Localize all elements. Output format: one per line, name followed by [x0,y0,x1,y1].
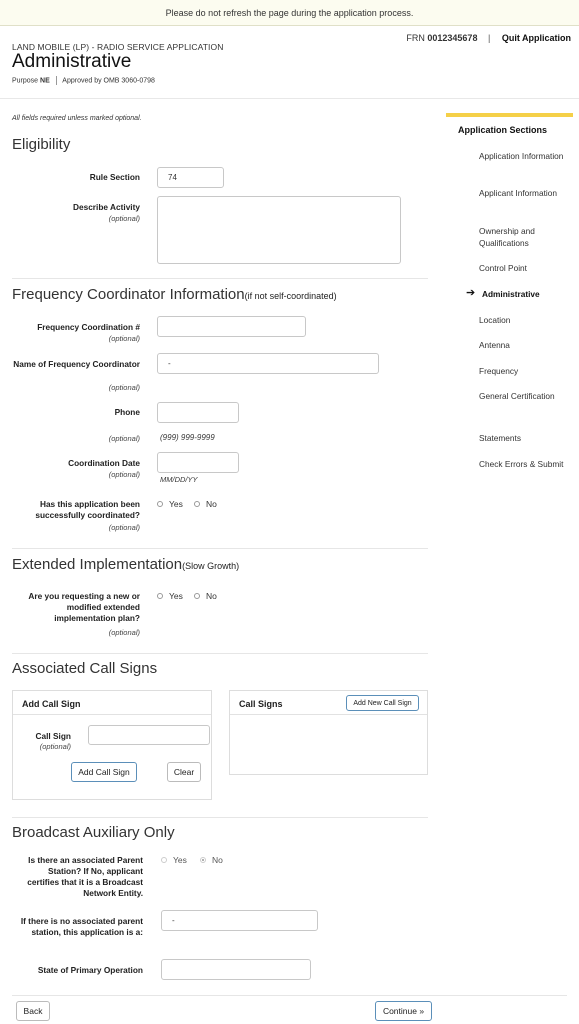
parent-no-radio[interactable] [200,855,223,865]
coordination-date-optional: (optional) [108,470,140,479]
sidebar-item-location[interactable]: Location [479,315,511,325]
extended-yes-radio[interactable] [157,591,183,601]
sidebar-item-check-errors[interactable]: Check Errors & Submit [479,459,564,469]
phone-format-hint: (999) 999-9999 [160,433,215,442]
sidebar-item-applicant-information[interactable]: Applicant Information [479,188,557,198]
coordinated-optional: (optional) [108,523,140,532]
sidebar-item-control-point[interactable]: Control Point [479,263,527,273]
no-parent-label: If there is no associated parent station, this application is a: [20,916,143,937]
sidebar-item-administrative[interactable]: Administrative [482,289,540,299]
call-sign-optional: (optional) [39,742,71,751]
sidebar-item-antenna[interactable]: Antenna [479,340,510,350]
footer-divider [12,995,567,996]
coordination-number-input[interactable] [157,316,306,337]
radio-circle [157,593,163,599]
extended-note: (Slow Growth) [182,561,240,571]
date-format-hint: MM/DD/YY [160,475,198,484]
clear-button[interactable]: Clear [167,762,201,782]
coordinated-yes-radio[interactable] [157,499,183,509]
frn-label: FRN [406,33,425,43]
no-label: No [206,499,217,509]
coordinator-name-label: Name of Frequency Coordinator [13,359,140,369]
header-divider [0,98,579,99]
yes-label: Yes [173,855,187,865]
extended-question-label: Are you requesting a new or modified extended implementation plan? [28,591,140,623]
coordinated-no-radio[interactable] [194,499,217,509]
extended-no-radio[interactable] [194,591,217,601]
describe-activity-optional: (optional) [108,214,140,223]
purpose-value: NE [40,77,50,85]
radio-circle [194,593,200,599]
refresh-warning-banner: Please do not refresh the page during the application process. [0,0,579,26]
section-divider [12,817,428,818]
call-signs-heading: Associated Call Signs [12,660,158,677]
service-subtitle: LAND MOBILE (LP) - RADIO SERVICE APPLICATION [12,42,224,52]
quit-application-link[interactable]: Quit Application [501,33,571,43]
radio-circle [157,501,163,507]
extended-implementation-heading [12,556,239,573]
continue-button[interactable]: Continue » [375,1001,432,1021]
state-select[interactable] [161,959,311,980]
back-button[interactable]: Back [16,1001,50,1021]
sidebar-item-application-information[interactable]: Application Information [479,151,564,161]
coordination-date-input[interactable] [157,452,239,473]
call-signs-list-title: Call Signs [239,699,283,709]
parent-station-question: Is there an associated Parent Station? If No, applicant certifies that it is a Broadcast Network Entity. [27,855,143,898]
phone-optional: (optional) [108,434,140,443]
eligibility-heading: Eligibility [12,136,71,153]
frn-quit-bar: FRN 0012345678 | Quit Application [406,33,571,43]
coordinated-question-label: Has this application been successfully coordinated? [35,499,140,520]
coordinator-name-select[interactable]: - [157,353,379,374]
section-divider [12,653,428,654]
state-label: State of Primary Operation [37,965,143,975]
call-sign-input[interactable] [88,725,210,745]
phone-label: Phone [114,407,140,417]
sidebar-item-ownership[interactable]: Ownership and Qualifications [479,226,535,248]
arrow-right-icon: ➔ [466,287,476,299]
coordination-number-label: Frequency Coordination # [37,322,140,332]
sidebar-item-frequency[interactable]: Frequency [479,366,519,376]
freq-coordinator-note: (if not self-coordinated) [244,291,337,301]
sidebar-title: Application Sections [458,125,548,135]
coordinator-name-optional: (optional) [108,383,140,392]
radio-circle-selected [200,857,206,863]
phone-input[interactable] [157,402,239,423]
extended-title: Extended Implementation [12,556,183,573]
call-sign-label: Call Sign [35,731,71,741]
coordination-number-optional: (optional) [108,334,140,343]
omb-approval: Approved by OMB 3060-0798 [62,77,155,85]
add-new-call-sign-button[interactable]: Add New Call Sign [346,695,419,711]
frn-value: 0012345678 [427,33,478,43]
sidebar-item-general-certification[interactable]: General Certification [479,391,555,401]
yes-label: Yes [169,499,183,509]
call-signs-list-panel [229,690,428,775]
no-label: No [206,591,217,601]
no-label: No [212,855,223,865]
freq-coordinator-heading [12,286,337,303]
sidebar-accent-bar [446,113,573,117]
rule-section-label: Rule Section [89,172,140,182]
add-call-sign-panel [12,690,212,800]
extended-optional: (optional) [108,628,140,637]
purpose-line [12,76,155,85]
purpose-label: Purpose [12,77,39,85]
radio-circle [194,501,200,507]
page-title: Administrative [12,51,132,72]
section-divider [12,548,428,549]
sidebar-item-statements[interactable]: Statements [479,433,521,443]
no-parent-select[interactable]: - [161,910,318,931]
broadcast-auxiliary-heading: Broadcast Auxiliary Only [12,824,175,841]
parent-yes-radio[interactable] [161,855,187,865]
add-call-sign-button[interactable]: Add Call Sign [71,762,137,782]
describe-activity-textarea[interactable] [157,196,401,264]
coordination-date-label: Coordination Date [68,458,140,468]
rule-section-input[interactable]: 74 [157,167,224,188]
add-call-sign-title: Add Call Sign [22,699,81,709]
yes-label: Yes [169,591,183,601]
freq-coordinator-title: Frequency Coordinator Information [12,286,245,303]
radio-circle [161,857,167,863]
describe-activity-label: Describe Activity [72,202,140,212]
required-note: All fields required unless marked optional. [12,115,142,122]
section-divider [12,278,428,279]
